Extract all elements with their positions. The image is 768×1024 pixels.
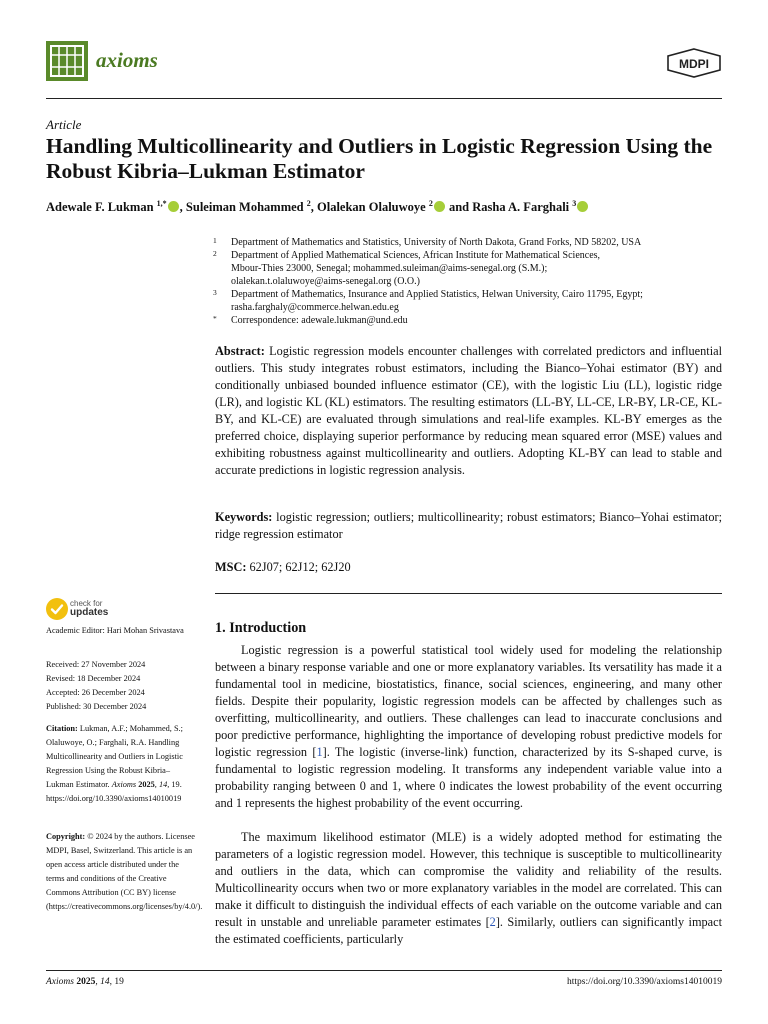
affiliation-line: Mbour-Thies 23000, Senegal; mohammed.suleiman@aims-senegal.org (S.M.); bbox=[231, 263, 548, 274]
author-affil-mark: 3 bbox=[572, 199, 577, 208]
keywords bbox=[215, 509, 722, 543]
affiliation-line: Correspondence: adewale.lukman@und.edu bbox=[231, 315, 408, 326]
copyright-notice bbox=[46, 830, 203, 914]
academic-editor: Academic Editor: Hari Mohan Srivastava bbox=[46, 626, 184, 635]
journal-name: axioms bbox=[96, 48, 158, 72]
author-name[interactable]: Adewale F. Lukman bbox=[46, 200, 154, 215]
journal-logo-icon bbox=[46, 41, 88, 81]
msc-label: MSC: bbox=[215, 560, 247, 574]
affiliation-item bbox=[213, 236, 723, 249]
header-divider bbox=[46, 98, 722, 99]
affiliation-item bbox=[213, 288, 723, 314]
keywords-label: Keywords: bbox=[215, 510, 273, 524]
paragraph-text: The maximum likelihood estimator (MLE) is a widely adopted method for estimating the parameters of a logistic regression model. However, this technique is susceptible to multicollinearity and outliers in the data, which can compromise the validity and reliability of the results. Multicollinearity occurs when two or more explanatory variables in the model are correlated. This can make it difficult to distinguish the individual effects of each variable on the outcome variable and can result in unstable and unreliable parameter estimates [ bbox=[215, 830, 722, 929]
affiliation-line: Department of Applied Mathematical Sciences, African Institute for Mathematical Sciences, bbox=[231, 250, 601, 261]
date-accepted: Accepted: 26 December 2024 bbox=[46, 688, 145, 697]
body-paragraph bbox=[215, 642, 722, 812]
citation-doi[interactable]: , 19. https://doi.org/10.3390/axioms14010019 bbox=[46, 780, 182, 803]
footer-journal: Axioms bbox=[46, 977, 74, 987]
footer-article: , 19 bbox=[109, 977, 124, 987]
author-separator: , bbox=[179, 200, 186, 215]
paragraph-text: Logistic regression is a powerful statistical tool widely used for modeling the relationship between a binary response variable and one or more explanatory variables. Its versatility has made it a fundamental tool in medicine, biostatistics, finance, social sciences, engineering, and many other fields. Despite their popularity, logistic regression models can be affected by challenges such as overfitting, multicollinearity, and outliers. These challenges can lead to inaccurate conclusions and poor predictive performance, highlighting the importance of developing robust predictive models for logistic regression [ bbox=[215, 643, 722, 759]
orcid-icon[interactable] bbox=[577, 201, 588, 212]
footer-citation: Axioms 2025, 14, 19 bbox=[46, 977, 124, 987]
footer-divider bbox=[46, 970, 722, 971]
citation-link[interactable]: 2 bbox=[489, 915, 496, 929]
check-updates-icon bbox=[46, 598, 68, 620]
updates-text-line1: check for bbox=[70, 599, 103, 608]
updates-text-line2: updates bbox=[70, 607, 109, 618]
affiliations bbox=[213, 236, 723, 327]
author-list bbox=[46, 199, 746, 215]
affiliation-line: rasha.farghaly@commerce.helwan.edu.eg bbox=[231, 302, 399, 313]
affiliation-line: Department of Mathematics, Insurance and Applied Statistics, Helwan University, Cairo 11795, Egypt; bbox=[231, 289, 643, 300]
abstract-text: Logistic regression models encounter challenges with correlated predictors and influential outliers. This study integrates robust estimators, including the Bianco–Yohai estimator (BY) and conditionally unbiased bounded influence estimator (CE), with the logistic Liu (LL), logistic ridge (LR), and logistic KL (KL) estimators. The resulting estimators (LL-BY, LL-CE, LR-BY, LR-CE, KL-BY, and KL-CE) are evaluated through simulations and real-life examples. KL-BY emerges as the preferred choice, displaying superior performance by reducing mean squared error (MSE) values and exhibiting robustness against multicollinearity and outliers. Adopting KL-BY can lead to stable and accurate predictions in logistic regression analysis. bbox=[215, 344, 722, 477]
paragraph-text: ]. The logistic (inverse-link) function, characterized by its S-shaped curve, is fundamental to logistic regression modeling. It transforms any independent variable value into a probability ranging between 0 and 1, where 0 indicates the lowest probability of the event occurring and 1 represents the highest probability of the event occurring. bbox=[215, 745, 722, 810]
msc-text: 62J07; 62J12; 62J20 bbox=[249, 560, 351, 574]
date-published: Published: 30 December 2024 bbox=[46, 702, 147, 711]
author-separator: , bbox=[310, 200, 318, 215]
paragraph-text: ]. Similarly, outliers can significantly impact the estimated coefficients, particularly bbox=[215, 915, 722, 946]
orcid-icon[interactable] bbox=[168, 201, 179, 212]
author-affil-mark: 2 bbox=[306, 199, 311, 208]
affiliation-mark: 2 bbox=[213, 249, 217, 258]
author-affil-mark: 1,* bbox=[156, 199, 167, 208]
copyright-text: © 2024 by the authors. Licensee MDPI, Basel, Switzerland. This article is an open access article distributed under the terms and conditions of the Creative Commons Attribution (CC BY) license (https://creativecommons.org/licenses/by/4.0/). bbox=[46, 832, 203, 911]
section-heading: 1. Introduction bbox=[215, 620, 307, 636]
copyright-label: Copyright: bbox=[46, 832, 86, 841]
citation-volume: 14 bbox=[158, 780, 168, 789]
author-separator: and bbox=[445, 200, 473, 215]
affiliation-item bbox=[213, 314, 723, 327]
mdpi-logo-icon bbox=[666, 48, 722, 78]
affiliation-mark: 1 bbox=[213, 236, 217, 245]
citation-link[interactable]: 1 bbox=[316, 745, 323, 759]
author-affil-mark: 2 bbox=[428, 199, 433, 208]
mdpi-logo-text: MDPI bbox=[679, 57, 709, 71]
publication-dates bbox=[46, 658, 196, 714]
author-name[interactable]: Suleiman Mohammed bbox=[185, 200, 304, 215]
affiliation-item bbox=[213, 249, 723, 288]
keywords-text: logistic regression; outliers; multicollinearity; robust estimators; Bianco–Yohai estimator; ridge regression estimator bbox=[215, 510, 722, 541]
author-name[interactable]: Rasha A. Farghali bbox=[472, 200, 570, 215]
citation-text: Lukman, A.F.; Mohammed, S.; Olaluwoye, O.; Farghali, R.A. Handling Multicollinearity and Outliers in Logistic Regression Using the Robust Kibria–Lukman Estimator. bbox=[46, 724, 183, 789]
abstract-divider bbox=[215, 593, 722, 594]
citation-year: 2025 bbox=[138, 780, 155, 789]
affiliation-line: olalekan.t.olaluwoye@aims-senegal.org (O.O.) bbox=[231, 276, 420, 287]
citation: Citation: Lukman, A.F.; Mohammed, S.; Olaluwoye, O.; Farghali, R.A. Handling Multicollinearity and Outliers in Logistic Regression Using the Robust Kibria–Lukman Estimator. Axioms 2025, 14, 19. https://doi.org/10.3390/axioms14010019 bbox=[46, 724, 183, 803]
footer-year: 2025 bbox=[76, 977, 96, 987]
citation-label: Citation: bbox=[46, 724, 78, 733]
date-received: Received: 27 November 2024 bbox=[46, 660, 146, 669]
article-type: Article bbox=[46, 117, 82, 132]
date-revised: Revised: 18 December 2024 bbox=[46, 674, 141, 683]
orcid-icon[interactable] bbox=[434, 201, 445, 212]
article-title: Handling Multicollinearity and Outliers in Logistic Regression Using the Robust Kibria–Lukman Estimator bbox=[46, 134, 713, 183]
body-paragraph bbox=[215, 829, 722, 948]
citation-journal: Axioms bbox=[111, 780, 137, 789]
abstract bbox=[215, 343, 722, 479]
footer-volume: 14 bbox=[100, 977, 110, 987]
msc-codes bbox=[215, 559, 722, 576]
affiliation-line: Department of Mathematics and Statistics, University of North Dakota, Grand Forks, ND 58202, USA bbox=[231, 237, 642, 248]
author-name[interactable]: Olalekan Olaluwoye bbox=[317, 200, 426, 215]
affiliation-mark: * bbox=[213, 314, 217, 323]
abstract-label: Abstract: bbox=[215, 344, 265, 358]
affiliation-mark: 3 bbox=[213, 288, 217, 297]
footer-doi-link[interactable]: https://doi.org/10.3390/axioms14010019 bbox=[567, 977, 722, 987]
